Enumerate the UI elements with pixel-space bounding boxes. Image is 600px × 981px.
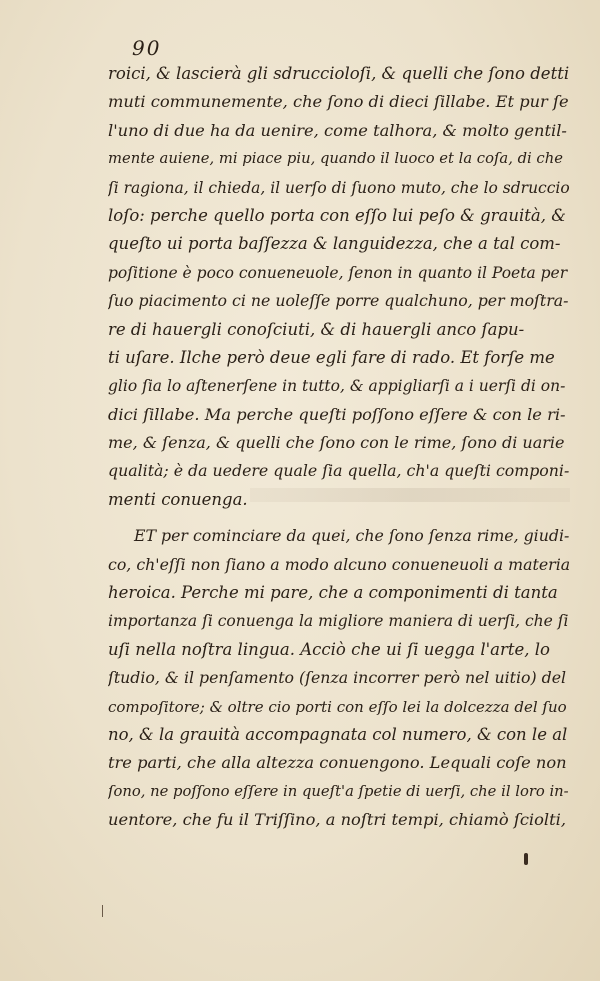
text-line: compoſitore; & oltre cio porti con eſſo lei la dolcezza del ſuo bbox=[108, 697, 567, 716]
text-line: poſitione è poco conueneuole, ſenon in quanto il Poeta per bbox=[108, 263, 568, 282]
paragraph-gap bbox=[108, 514, 570, 522]
page-number: 90 bbox=[132, 36, 162, 60]
text-line: loſo: perche quello porta con eſſo lui peſo & grauità, & bbox=[108, 205, 566, 225]
margin-mark bbox=[102, 905, 103, 917]
text-line: dici ſillabe. Ma perche queſti poſſono eſſere & con le ri- bbox=[108, 404, 566, 424]
text-line: ſono, ne poſſono eſſere in queſt'a ſpetie di uerſi, che il loro in- bbox=[108, 782, 569, 800]
text-line: uſi nella noſtra lingua. Acciò che ui ſi uegga l'arte, lo bbox=[108, 639, 550, 659]
text-line: ſtudio, & il penſamento (ſenza incorrer però nel uitio) del bbox=[108, 668, 567, 688]
text-line: mente auiene, mi piace piu, quando il luoco et la coſa, di che bbox=[108, 150, 563, 168]
text-line: co, ch'eſſi non ſiano a modo alcuno conueneuoli a materia bbox=[108, 554, 570, 574]
text-line: ſi ragiona, il chieda, il uerſo di ſuono muto, che lo sdruccio bbox=[108, 178, 570, 197]
text-line: qualità; è da uedere quale ſia quella, ch'a queſti componi- bbox=[108, 461, 570, 481]
body-text bbox=[108, 60, 570, 835]
text-line: queſto ui porta baſſezza & languidezza, che a tal com- bbox=[108, 234, 561, 254]
text-line: roici, & lascierà gli sdruccioloſi, & quelli che ſono detti bbox=[108, 64, 570, 83]
text-line: me, & ſenza, & quelli che ſono con le rime, ſono di uarie bbox=[108, 433, 565, 453]
text-line: no, & la grauità accompagnata col numero, & con le al bbox=[108, 724, 568, 744]
text-line: glio ſia lo aſtenerſene in tutto, & appigliarſi a i uerſi di on- bbox=[108, 377, 566, 396]
text-line: menti conuenga. bbox=[108, 489, 248, 509]
text-line: uentore, che fu il Triſſino, a noſtri tempi, chiamò ſciolti, bbox=[108, 810, 566, 830]
text-line: ti uſare. Ilche però deue egli fare di rado. Et forſe me bbox=[108, 347, 555, 367]
text-line: importanza ſi conuenga la migliore maniera di uerſi, che ſi bbox=[108, 612, 569, 631]
text-line: ET per cominciare da quei, che ſono ſenza rime, giudi- bbox=[134, 526, 570, 546]
text-line: re di hauergli conoſciuti, & di hauergli anco ſapu- bbox=[108, 319, 525, 339]
text-line: tre parti, che alla altezza conuengono. Lequali coſe non bbox=[108, 753, 567, 773]
text-line: muti communemente, che ſono di dieci ſillabe. Et pur ſe bbox=[108, 92, 569, 112]
ink-blot bbox=[524, 853, 528, 865]
text-line: heroica. Perche mi pare, che a componimenti di tanta bbox=[108, 583, 558, 603]
text-line: l'uno di due ha da uenire, come talhora, & molto gentil- bbox=[108, 120, 567, 140]
text-line: ſuo piacimento ci ne uoleſſe porre qualchuno, per moſtra- bbox=[108, 291, 569, 311]
